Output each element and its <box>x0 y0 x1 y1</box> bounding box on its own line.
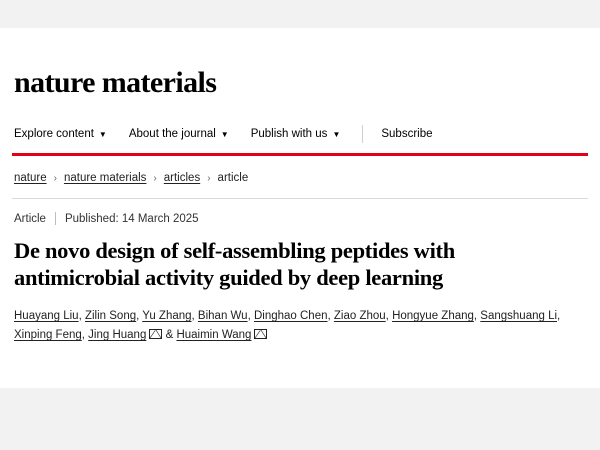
breadcrumb <box>12 172 588 184</box>
nav-item-label: About the journal <box>128 128 216 140</box>
top-letterbox-band <box>0 0 600 28</box>
chevron-down-icon: ▼ <box>220 130 229 139</box>
breadcrumb-item-nature[interactable]: nature <box>14 172 47 184</box>
author-separator: , <box>81 328 89 341</box>
breadcrumb-separator-icon: › <box>207 172 211 184</box>
nav-item-subscribe[interactable] <box>381 128 432 140</box>
author-link[interactable]: Huaimin Wang <box>176 328 252 341</box>
nav-item-publish-with-us[interactable] <box>251 128 341 140</box>
breadcrumb-separator-icon: › <box>53 172 57 184</box>
main-navigation <box>12 119 588 149</box>
breadcrumb-rule <box>12 198 588 199</box>
journal-logo[interactable]: nature materials <box>14 66 217 99</box>
breadcrumb-item-nature-materials[interactable]: nature materials <box>63 172 147 184</box>
author-separator: , <box>385 309 393 322</box>
nav-divider <box>362 125 363 143</box>
nav-item-label: Subscribe <box>381 128 433 140</box>
nav-item-explore-content[interactable] <box>14 128 107 140</box>
author-ampersand: & <box>165 328 174 341</box>
author-list <box>12 307 588 345</box>
envelope-icon[interactable] <box>254 329 267 339</box>
meta-divider <box>55 212 56 225</box>
author-link[interactable]: Sangshuang Li <box>480 309 558 322</box>
author-separator: , <box>327 309 334 322</box>
article-meta <box>12 212 588 225</box>
breadcrumb-current-article: article <box>217 172 249 184</box>
author-link[interactable]: Huayang Liu <box>14 309 79 322</box>
page-title: De novo design of self-assembling peptides with antimicrobial activity guided by deep learning <box>14 238 455 291</box>
author-separator: , <box>247 309 254 322</box>
author-link[interactable]: Yu Zhang <box>142 309 192 322</box>
bottom-letterbox-band <box>0 388 600 450</box>
author-separator: , <box>557 309 561 322</box>
envelope-icon[interactable] <box>149 329 162 339</box>
chevron-down-icon: ▼ <box>98 130 107 139</box>
article-type-label: Article <box>14 212 46 225</box>
author-link[interactable]: Dinghao Chen <box>253 309 328 322</box>
brand-rule <box>12 153 588 156</box>
chevron-down-icon: ▼ <box>332 130 341 139</box>
nav-item-label: Publish with us <box>250 128 328 140</box>
author-link[interactable]: Bihan Wu <box>197 309 248 322</box>
breadcrumb-item-articles[interactable]: articles <box>163 172 201 184</box>
masthead <box>12 28 588 98</box>
author-link[interactable]: Zilin Song <box>84 309 137 322</box>
author-link[interactable]: Jing Huang <box>88 328 147 341</box>
author-separator: , <box>136 309 143 322</box>
nav-item-about-the-journal[interactable] <box>129 128 229 140</box>
publication-date: Published: 14 March 2025 <box>64 212 199 225</box>
breadcrumb-separator-icon: › <box>153 172 157 184</box>
nav-item-label: Explore content <box>14 128 94 140</box>
author-separator: , <box>78 309 85 322</box>
author-link[interactable]: Ziao Zhou <box>333 309 386 322</box>
author-separator: , <box>473 309 481 322</box>
author-separator: , <box>191 309 198 322</box>
author-link[interactable]: Xinping Feng <box>14 328 82 341</box>
author-link[interactable]: Hongyue Zhang <box>392 309 474 322</box>
journal-page-content <box>0 28 600 388</box>
